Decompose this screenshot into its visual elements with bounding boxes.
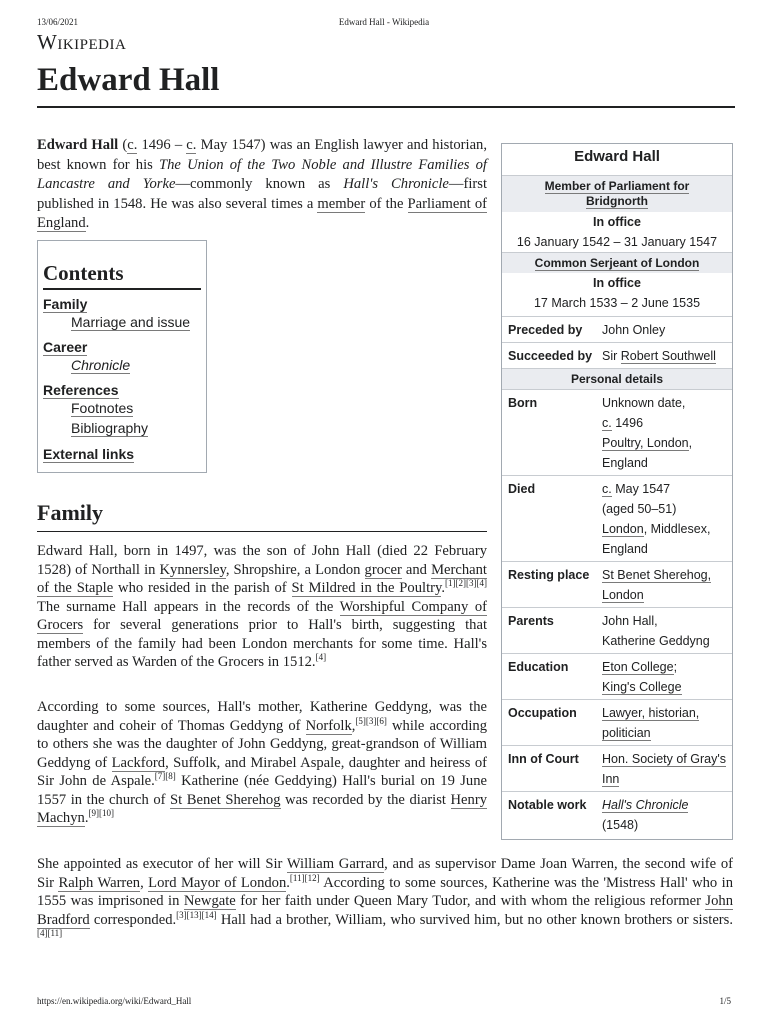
norfolk-link[interactable]: Norfolk <box>305 717 352 734</box>
parliament-link[interactable]: Parliament of England <box>37 195 487 231</box>
wikipedia-wordmark[interactable]: Wikipedia <box>37 30 127 54</box>
toc-item-chronicle[interactable]: Chronicle <box>71 357 131 373</box>
infobox-row-died: Died c. May 1547 (aged 50–51) London, Middlesex, England <box>502 475 732 561</box>
print-date: 13/06/2021 <box>37 17 79 27</box>
circa-link[interactable]: c. <box>127 137 138 153</box>
john-bradford-link[interactable]: John Bradford <box>37 893 733 928</box>
reference-marker[interactable]: [7][8] <box>154 771 176 782</box>
grays-inn-link[interactable]: Hon. Society of Gray's Inn <box>602 752 726 786</box>
infobox <box>501 143 733 840</box>
infobox-office-1: Member of Parliament for Bridgnorth <box>502 175 732 212</box>
poultry-london-link[interactable]: Poultry, London <box>602 436 689 450</box>
infobox-row-succeeded: Succeeded by Sir Robert Southwell <box>502 342 732 368</box>
st-benet-sherehog-link[interactable]: St Benet Sherehog <box>170 791 281 808</box>
toc-item-references[interactable]: References <box>43 382 119 398</box>
reference-marker[interactable]: [3][13][14] <box>176 909 217 920</box>
halls-chronicle-link[interactable]: Hall's Chronicle <box>602 798 689 812</box>
circa-link[interactable]: c. <box>602 416 612 430</box>
ralph-warren-link[interactable]: Ralph Warren <box>58 874 141 891</box>
reference-marker[interactable]: [4] <box>315 652 327 663</box>
family-paragraph-2: According to some sources, Hall's mother, Katherine Geddyng, was the daughter and coheir of Thomas Geddyng of Norfolk,[5][3][6] while according to others she was the daughter of John Geddyng, great-grandson of William Geddyng of Lackford, Suffolk, and Mirabel Aspale, daughter and heiress of Sir John de Aspale.[7][8] Katherine (née Geddying) Hall's burial on 19 June 1557 in the church of St Benet Sherehog was recorded by the diarist Henry Machyn.[9][10] <box>37 699 487 826</box>
reference-marker[interactable]: [11][12] <box>289 872 320 883</box>
in-office-label: In office <box>593 276 641 290</box>
work-short-title: Hall's Chronicle <box>343 176 449 192</box>
grocer-link[interactable]: grocer <box>364 561 402 578</box>
lead-paragraph: Edward Hall (c. 1496 – c. May 1547) was an English lawyer and historian, best known for his The Union of the Two Noble and Illustre Families of Lancastre and Yorke—commonly known as Hall's Chronicle—first published in 1548. He was also several times a member of the Parliament of England. <box>37 137 488 231</box>
occupation-link[interactable]: Lawyer, historian, politician <box>602 706 700 740</box>
kynnersley-link[interactable]: Kynnersley <box>159 561 226 578</box>
toc-item-footnotes[interactable]: Footnotes <box>71 400 134 416</box>
title-divider <box>37 106 735 108</box>
member-link[interactable]: member <box>317 195 366 212</box>
st-benet-link[interactable]: St Benet Sherehog, London <box>602 568 712 602</box>
toc-item-career[interactable]: Career <box>43 339 88 355</box>
toc-item-bibliography[interactable]: Bibliography <box>71 420 149 436</box>
merchant-of-the-staple-link[interactable]: Merchant of the Staple <box>37 561 487 596</box>
infobox-row-notable-work: Notable work Hall's Chronicle (1548) <box>502 791 732 839</box>
circa-link[interactable]: c. <box>186 137 197 153</box>
reference-marker[interactable]: [5][3][6] <box>355 715 387 726</box>
page-url: https://en.wikipedia.org/wiki/Edward_Hall <box>37 996 192 1006</box>
lackford-link[interactable]: Lackford <box>111 754 166 771</box>
robert-southwell-link[interactable]: Robert Southwell <box>620 349 716 363</box>
section-heading-family: Family <box>37 500 103 525</box>
reference-marker[interactable]: [4][11] <box>37 928 63 939</box>
infobox-row-born: Born Unknown date, c. 1496 Poultry, London, England <box>502 389 732 475</box>
william-garrard-link[interactable]: William Garrard <box>286 856 385 872</box>
in-office-label: In office <box>593 215 641 229</box>
infobox-title: Edward Hall <box>574 148 660 165</box>
infobox-row-education: Education Eton College; King's College <box>502 653 732 699</box>
kings-college-link[interactable]: King's College <box>602 680 682 694</box>
infobox-row-inn-of-court: Inn of Court Hon. Society of Gray's Inn <box>502 745 732 791</box>
print-title: Edward Hall - Wikipedia <box>338 17 430 27</box>
family-paragraph-3: She appointed as executor of her will Sir William Garrard, and as supervisor Dame Joan Warren, the second wife of Sir Ralph Warren, Lord Mayor of London.[11][12] According to some sources, Katherine was the 'Mistress Hall' who in 1555 was imprisoned in Newgate for her faith under Queen Mary Tudor, and with whom the religious reformer John Bradford corresponded.[3][13][14] Hall had a brother, William, who survived him, but no other known brothers or sisters.[4][11] <box>37 856 734 939</box>
reference-marker[interactable]: [9][10] <box>88 808 114 819</box>
section-divider <box>37 531 487 532</box>
infobox-personal-details: Personal details <box>502 368 732 389</box>
infobox-row-resting-place: Resting place St Benet Sherehog, London <box>502 561 732 607</box>
work-title: The Union of the Two Noble and Illustre Families of Lancastre and Yorke <box>37 156 487 192</box>
page-number: 1/5 <box>719 996 731 1006</box>
lead-subject: Edward Hall <box>37 137 119 153</box>
london-link[interactable]: London <box>602 522 644 536</box>
eton-college-link[interactable]: Eton College <box>602 660 674 674</box>
infobox-row-occupation: Occupation Lawyer, historian, politician <box>502 699 732 745</box>
page-title: Edward Hall <box>37 62 220 98</box>
infobox-row-preceded: Preceded by John Onley <box>502 316 732 342</box>
toc-item-family[interactable]: Family <box>43 296 88 312</box>
toc-item-external-links[interactable]: External links <box>43 446 135 462</box>
henry-machyn-link[interactable]: Henry Machyn <box>37 791 487 826</box>
circa-link[interactable]: c. <box>602 482 612 496</box>
reference-marker[interactable]: [1][2][3][4] <box>445 578 487 589</box>
office-1-dates: 16 January 1542 – 31 January 1547 <box>516 235 718 249</box>
print-header <box>37 17 731 31</box>
table-of-contents <box>37 240 207 473</box>
st-mildred-link[interactable]: St Mildred in the Poultry <box>291 580 442 596</box>
office-2-dates: 17 March 1533 – 2 June 1535 <box>533 296 701 310</box>
grocers-company-link[interactable]: Worshipful Company of Grocers <box>37 598 487 633</box>
lord-mayor-link[interactable]: Lord Mayor of London <box>148 874 287 891</box>
family-paragraph-1: Edward Hall, born in 1497, was the son of John Hall (died 22 February 1528) of Northall in Kynnersley, Shropshire, a London grocer and Merchant of the Staple who resided in the parish of St Mildred in the Poultry.[1][2][3][4] The surname Hall appears in the records of the Worshipful Company of Grocers for several generations prior to Hall's birth, suggesting that members of the family had been London merchants for some time. Hall's father served as Warden of the Grocers in 1512.[4] <box>37 543 487 670</box>
newgate-link[interactable]: Newgate <box>183 893 236 909</box>
toc-item-marriage-and-issue[interactable]: Marriage and issue <box>71 314 191 330</box>
infobox-row-parents: Parents John Hall, Katherine Geddyng <box>502 607 732 653</box>
toc-heading: Contents <box>43 261 201 290</box>
infobox-office-2: Common Serjeant of London <box>502 252 732 273</box>
